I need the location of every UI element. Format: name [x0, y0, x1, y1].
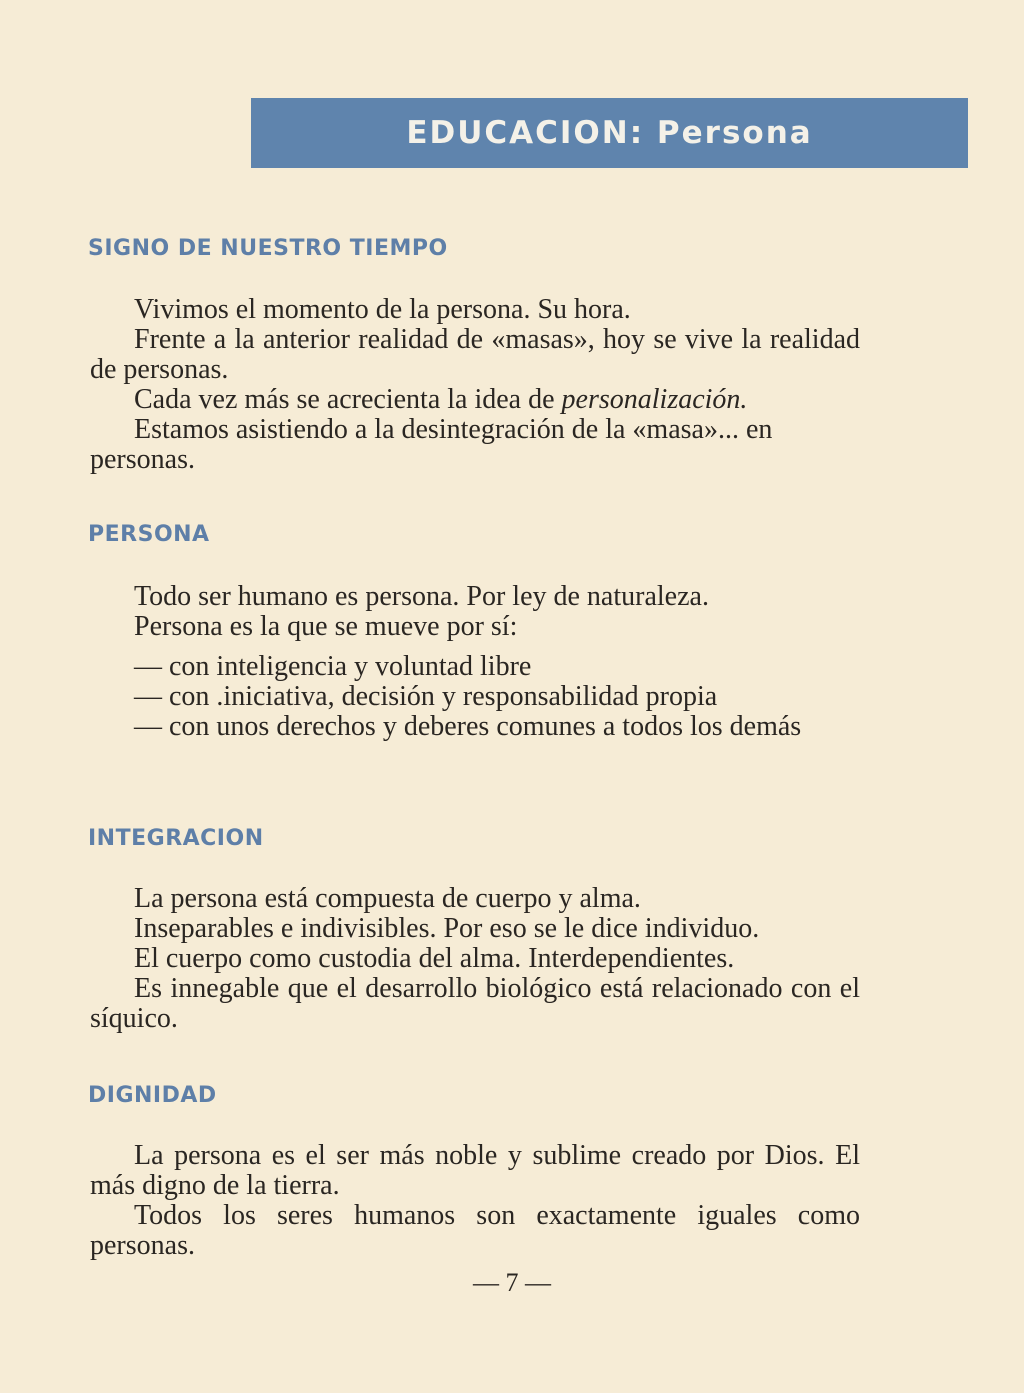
page-header-title: EDUCACION: Persona — [406, 115, 813, 151]
paragraph: Es innegable que el desarrollo biológico está relacionado con el síquico. — [90, 973, 860, 1034]
page-header-band — [251, 98, 968, 168]
dash-list — [134, 652, 860, 742]
section-heading-integracion: INTEGRACION — [88, 826, 264, 851]
section-heading-signo: SIGNO DE NUESTRO TIEMPO — [88, 236, 448, 261]
paragraph: El cuerpo como custodia del alma. Interdependientes. — [134, 943, 735, 974]
paragraph: Vivimos el momento de la persona. Su hora. — [134, 294, 631, 325]
paragraph: Persona es la que se mueve por sí: — [134, 611, 518, 642]
list-item: — con unos derechos y deberes comunes a todos los demás — [134, 711, 802, 742]
paragraph: Todo ser humano es persona. Por ley de naturaleza. — [134, 581, 709, 612]
section-heading-dignidad: DIGNIDAD — [88, 1083, 217, 1108]
list-item: — con .iniciativa, decisión y responsabilidad propia — [134, 681, 718, 712]
page-number: — 7 — — [473, 1268, 551, 1297]
paragraph-text: Cada vez más se acrecienta la idea de — [134, 384, 562, 415]
emphasis-term: personalización. — [561, 384, 748, 415]
paragraph: La persona es el ser más noble y sublime creado por Dios. El más digno de la tierra. — [90, 1140, 860, 1201]
paragraph: Frente a la anterior realidad de «masas», hoy se vive la realidad de personas. — [90, 324, 860, 385]
paragraph: Estamos asistiendo a la desintegración de la «masa»... en personas. — [90, 414, 773, 475]
paragraph: La persona está compuesta de cuerpo y alma. — [134, 883, 641, 914]
list-item: — con inteligencia y voluntad libre — [134, 651, 532, 682]
paragraph: Inseparables e indivisibles. Por eso se le dice individuo. — [134, 913, 760, 944]
paragraph: Todos los seres humanos son exactamente iguales como personas. — [90, 1200, 860, 1261]
section-heading-persona: PERSONA — [88, 522, 210, 547]
paragraph — [90, 385, 860, 415]
